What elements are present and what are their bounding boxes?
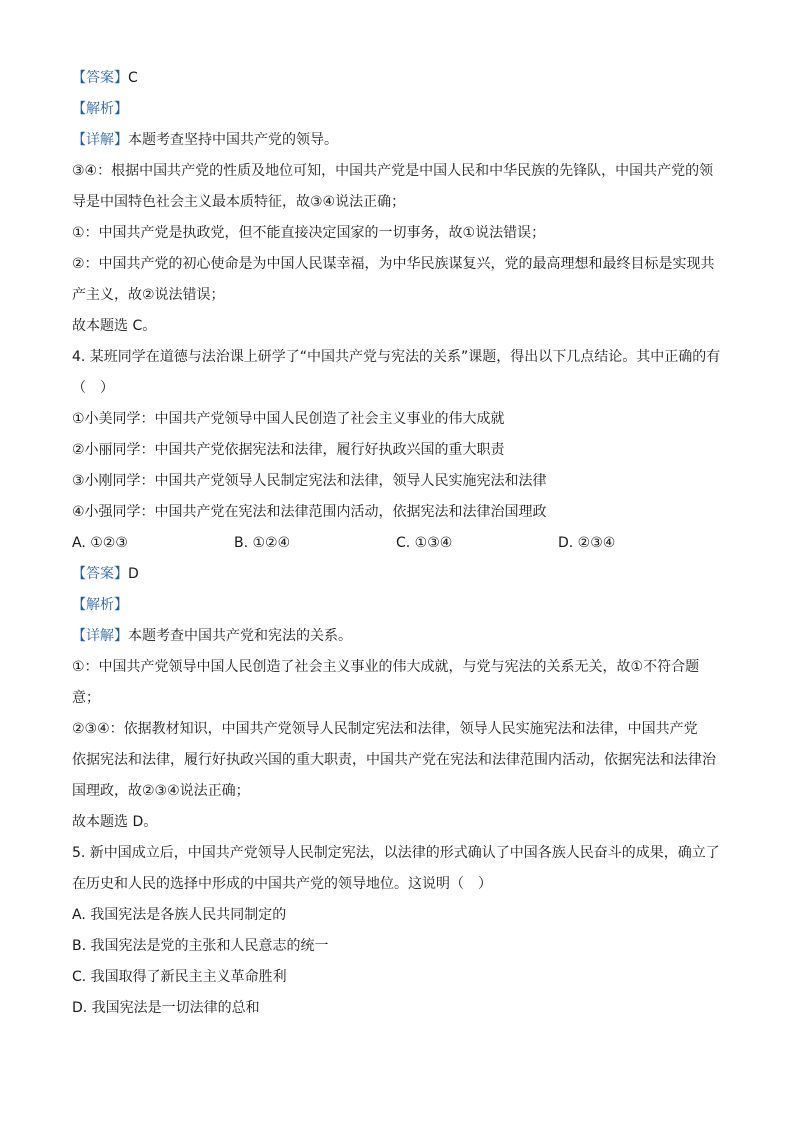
q3-answer [72, 63, 722, 94]
q3-detail-line: 导是中国特色社会主义最本质特征，故③④说法正确； [72, 194, 406, 210]
q4-statement: ④小强同学：中国共产党在宪法和法律范围内活动，依据宪法和法律治国理政 [72, 504, 547, 520]
q3-detail-line: 故本题选 C。 [72, 318, 157, 334]
q4-detail-line: ②③④：依据教材知识，中国共产党领导人民制定宪法和法律，领导人民实施宪法和法律，中国共产党 [72, 721, 698, 737]
q4-stem: 4. 某班同学在道德与法治课上研学了“中国共产党与宪法的关系”课题，得出以下几点结论。其中正确的有 [72, 349, 721, 365]
q4-stem-blank: （ ） [72, 380, 114, 396]
document-page [72, 63, 722, 1024]
detail-tag: 【详解】 [72, 132, 128, 148]
detail-intro-text: 本题考查坚持中国共产党的领导。 [128, 132, 338, 148]
q5-choice-a[interactable]: A. 我国宪法是各族人民共同制定的 [72, 907, 287, 923]
answer-tag: 【答案】 [72, 70, 128, 86]
q4-detail-line: ①：中国共产党领导中国人民创造了社会主义事业的伟大成就，与党与宪法的关系无关，故①不符合题 [72, 659, 700, 675]
q4-detail-line: 依据宪法和法律，履行好执政兴国的重大职责，中国共产党在宪法和法律范围内活动，依据宪法和法律治 [72, 752, 716, 768]
q5-choice-d[interactable]: D. 我国宪法是一切法律的总和 [72, 1000, 260, 1016]
q4-options [72, 528, 722, 559]
q4-detail-line: 故本题选 D。 [72, 814, 158, 830]
answer-tag: 【答案】 [72, 566, 128, 582]
q5-choice-c[interactable]: C. 我国取得了新民主主义革命胜利 [72, 969, 287, 985]
q4-option-b[interactable]: B. ①②④ [234, 535, 291, 551]
q4-statement: ②小丽同学：中国共产党依据宪法和法律，履行好执政兴国的重大职责 [72, 442, 505, 458]
q3-detail-line: ③④：根据中国共产党的性质及地位可知，中国共产党是中国人民和中华民族的先锋队，中国共产党的领 [72, 163, 714, 179]
answer-value: C [128, 70, 138, 86]
q3-detail-line: 产主义，故②说法错误； [72, 287, 225, 303]
q3-detail-intro [72, 125, 722, 156]
q4-detail-line: 国理政，故②③④说法正确； [72, 783, 250, 799]
q3-analysis-heading [72, 94, 722, 125]
q4-statement: ①小美同学：中国共产党领导中国人民创造了社会主义事业的伟大成就 [72, 411, 505, 427]
analysis-tag: 【解析】 [72, 101, 128, 117]
q5-stem: 5. 新中国成立后，中国共产党领导人民制定宪法，以法律的形式确认了中国各族人民奋斗的成果，确立了 [72, 845, 720, 861]
q3-detail-line: ①：中国共产党是执政党，但不能直接决定国家的一切事务，故①说法错误； [72, 225, 546, 241]
q4-answer [72, 559, 722, 590]
q5-stem: 在历史和人民的选择中形成的中国共产党的领导地位。这说明（ ） [72, 876, 492, 892]
q4-detail-line: 意； [72, 690, 100, 706]
q4-option-d[interactable]: D. ②③④ [558, 535, 616, 551]
analysis-tag: 【解析】 [72, 597, 128, 613]
q4-statement: ③小刚同学：中国共产党领导人民制定宪法和法律，领导人民实施宪法和法律 [72, 473, 547, 489]
detail-intro-text: 本题考查中国共产党和宪法的关系。 [128, 628, 352, 644]
q4-detail-intro [72, 621, 722, 652]
q4-analysis-heading [72, 590, 722, 621]
detail-tag: 【详解】 [72, 628, 128, 644]
q5-choice-b[interactable]: B. 我国宪法是党的主张和人民意志的统一 [72, 938, 329, 954]
q4-option-a[interactable]: A. ①②③ [72, 535, 128, 551]
q4-option-c[interactable]: C. ①③④ [396, 535, 453, 551]
q3-detail-line: ②：中国共产党的初心使命是为中国人民谋幸福，为中华民族谋复兴，党的最高理想和最终目标是实现共 [72, 256, 715, 272]
answer-value: D [128, 566, 139, 582]
